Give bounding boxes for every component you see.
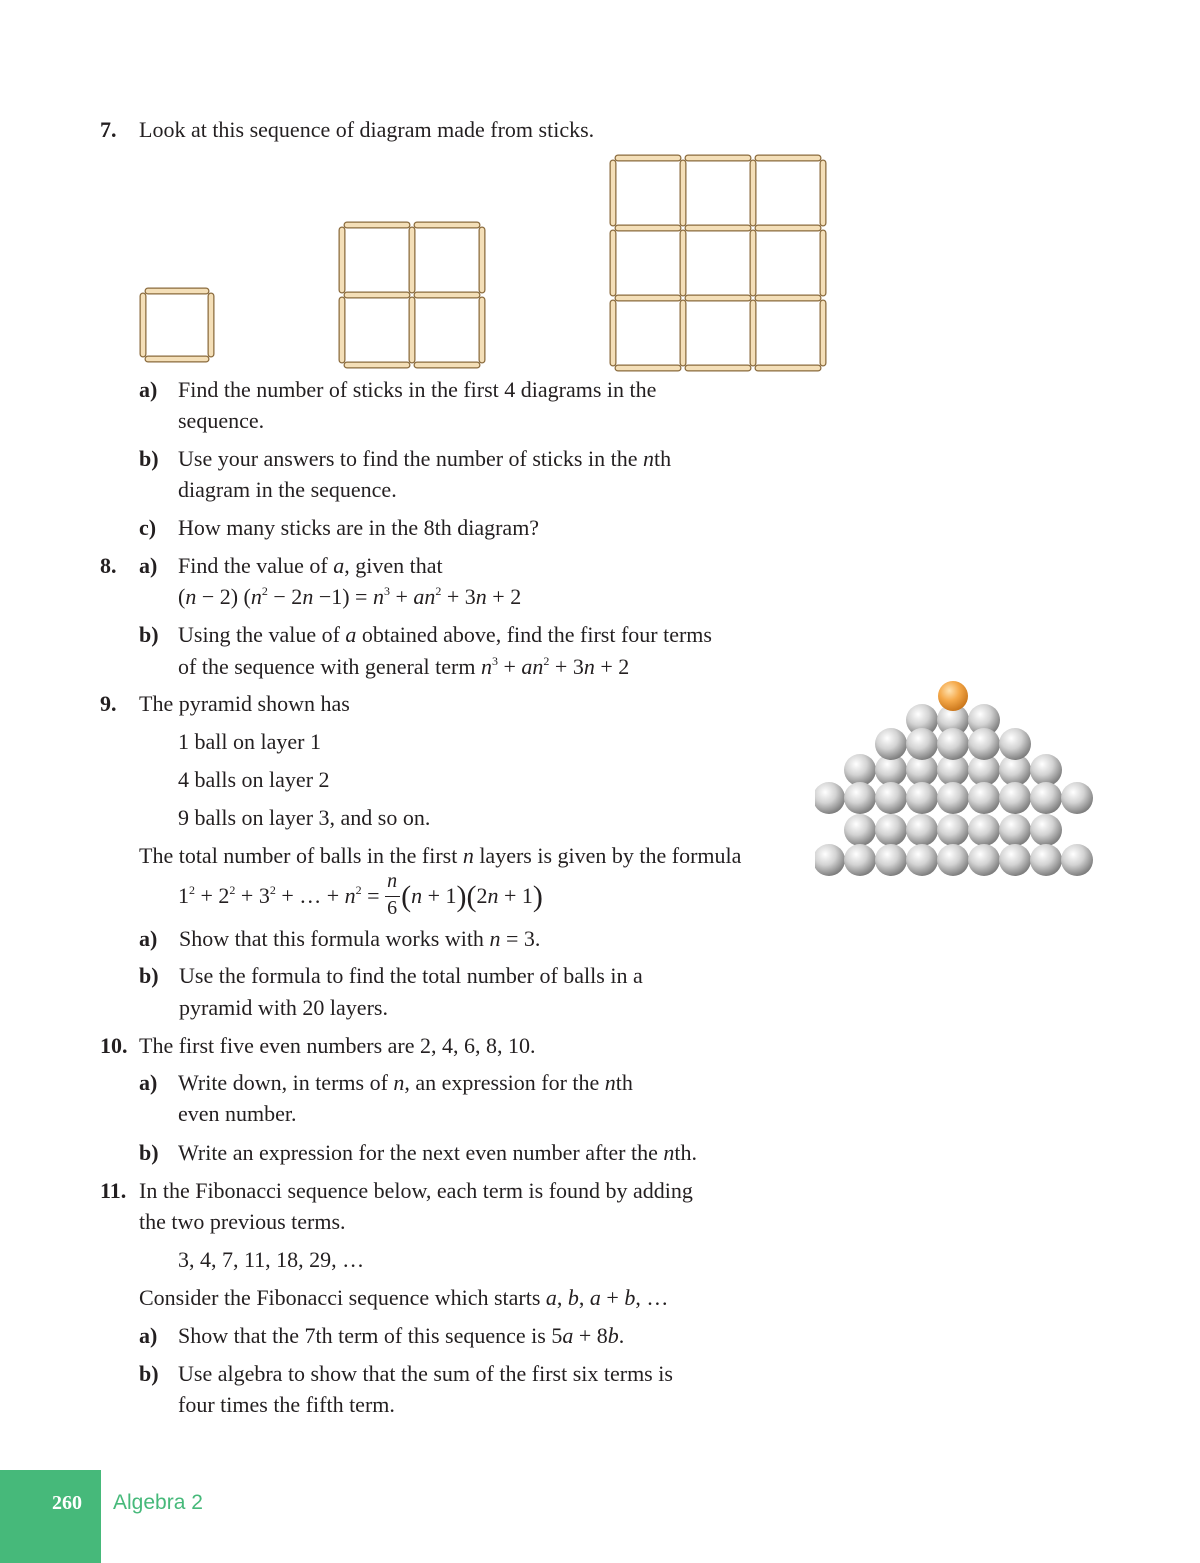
footer-page-tab	[0, 1470, 101, 1563]
pyramid-ball	[906, 844, 938, 876]
pyramid-ball	[906, 782, 938, 814]
q7a-label: a)	[139, 377, 158, 402]
q10b-label: b)	[139, 1140, 159, 1165]
q9-formula: $1^2 + 2^2 + 3^2$ + … + $n^2$ = $\frac{n}{6}$ (n + 1)(2n + 1)	[178, 870, 543, 919]
stick-diagram-3	[613, 158, 823, 368]
pyramid-ball	[999, 844, 1031, 876]
pyramid-ball	[968, 844, 1000, 876]
q8a-equation: (n − 2) $(n^2 - 2n -1) = n^3 + an^2 + 3n + 2$	[178, 584, 522, 609]
pyramid-ball	[937, 782, 969, 814]
pyramid-ball	[1030, 844, 1062, 876]
q11a-text: Show that the 7th term of this sequence is 5a + 8b.	[178, 1323, 625, 1348]
q7b-line1: Use your answers to find the number of sticks in the nth	[178, 446, 672, 471]
pyramid-ball	[815, 782, 845, 814]
q11-line2: the two previous terms.	[139, 1209, 346, 1234]
q11-sequence: 3, 4, 7, 11, 18, 29, …	[178, 1247, 365, 1272]
question-7-number: 7.	[100, 117, 117, 142]
pyramid-ball	[906, 814, 938, 846]
pyramid-ball	[1061, 844, 1093, 876]
stick-diagram-2	[342, 225, 482, 365]
q11-consider: Consider the Fibonacci sequence which starts a, b, a + b, …	[139, 1285, 669, 1310]
page-number: 260	[52, 1492, 82, 1514]
question-9-number: 9.	[100, 691, 117, 716]
pyramid-ball	[815, 844, 845, 876]
stick-diagrams	[0, 0, 1200, 380]
pyramid-ball	[937, 814, 969, 846]
q7c-text: How many sticks are in the 8th diagram?	[178, 515, 540, 540]
q9a-text: Show that this formula works with n = 3.	[179, 926, 541, 951]
pyramid-ball	[937, 844, 969, 876]
pyramid-ball	[844, 782, 876, 814]
q11-line1: In the Fibonacci sequence below, each term is found by adding	[139, 1178, 693, 1203]
q8b-line2: of the sequence with general term $n^3 + an^2 + 3n + 2$	[178, 654, 630, 679]
pyramid-ball	[1030, 814, 1062, 846]
q10b-text: Write an expression for the next even number after the nth.	[178, 1140, 697, 1165]
pyramid-ball	[875, 782, 907, 814]
pyramid-ball	[844, 754, 876, 786]
pyramid-ball	[875, 728, 907, 760]
stick-diagram-1	[143, 291, 211, 359]
top-ball	[938, 681, 968, 711]
question-9-text: The pyramid shown has	[139, 691, 350, 716]
q9b-line2: pyramid with 20 layers.	[179, 995, 388, 1020]
pyramid-ball	[937, 728, 969, 760]
chapter-title: Algebra 2	[113, 1491, 203, 1514]
q9b-label: b)	[139, 963, 159, 988]
pyramid-ball	[999, 782, 1031, 814]
q8a-text: Find the value of a, given that	[178, 553, 443, 578]
q7b-label: b)	[139, 446, 159, 471]
pyramid-ball	[999, 728, 1031, 760]
pyramid-ball	[1061, 782, 1093, 814]
q8a-label: a)	[139, 553, 158, 578]
q9a-label: a)	[139, 926, 158, 951]
q8b-line1: Using the value of a obtained above, find the first four terms	[178, 622, 712, 647]
q9-layer3: 9 balls on layer 3, and so on.	[178, 805, 431, 830]
ball-pyramid-image	[815, 670, 1100, 885]
q10a-line1: Write down, in terms of n, an expression for the nth	[178, 1070, 633, 1095]
q11a-label: a)	[139, 1323, 158, 1348]
q9b-line1: Use the formula to find the total number of balls in a	[179, 963, 643, 988]
q7c-label: c)	[139, 515, 157, 540]
pyramid-ball	[999, 814, 1031, 846]
q11b-label: b)	[139, 1361, 159, 1386]
q11b-line2: four times the fifth term.	[178, 1392, 395, 1417]
pyramid-ball	[875, 814, 907, 846]
question-7-text: Look at this sequence of diagram made from sticks.	[139, 117, 595, 142]
pyramid-ball	[1030, 754, 1062, 786]
question-11-number: 11.	[100, 1178, 127, 1203]
pyramid-ball	[968, 728, 1000, 760]
q7a-line1: Find the number of sticks in the first 4 diagrams in the	[178, 377, 657, 402]
q7b-line2: diagram in the sequence.	[178, 477, 397, 502]
pyramid-ball	[1030, 782, 1062, 814]
pyramid-ball	[968, 814, 1000, 846]
pyramid-ball	[844, 844, 876, 876]
q9-total-text: The total number of balls in the first n layers is given by the formula	[139, 843, 742, 868]
pyramid-ball	[968, 782, 1000, 814]
question-10-text: The first five even numbers are 2, 4, 6, 8, 10.	[139, 1033, 536, 1058]
question-8-number: 8.	[100, 553, 117, 578]
q10a-line2: even number.	[178, 1101, 297, 1126]
pyramid-ball	[875, 844, 907, 876]
q10a-label: a)	[139, 1070, 158, 1095]
q9-layer1: 1 ball on layer 1	[178, 729, 321, 754]
q9-layer2: 4 balls on layer 2	[178, 767, 330, 792]
q11b-line1: Use algebra to show that the sum of the first six terms is	[178, 1361, 673, 1386]
q8b-label: b)	[139, 622, 159, 647]
question-10-number: 10.	[100, 1033, 128, 1058]
pyramid-ball	[844, 814, 876, 846]
pyramid-ball	[906, 728, 938, 760]
q7a-line2: sequence.	[178, 408, 265, 433]
